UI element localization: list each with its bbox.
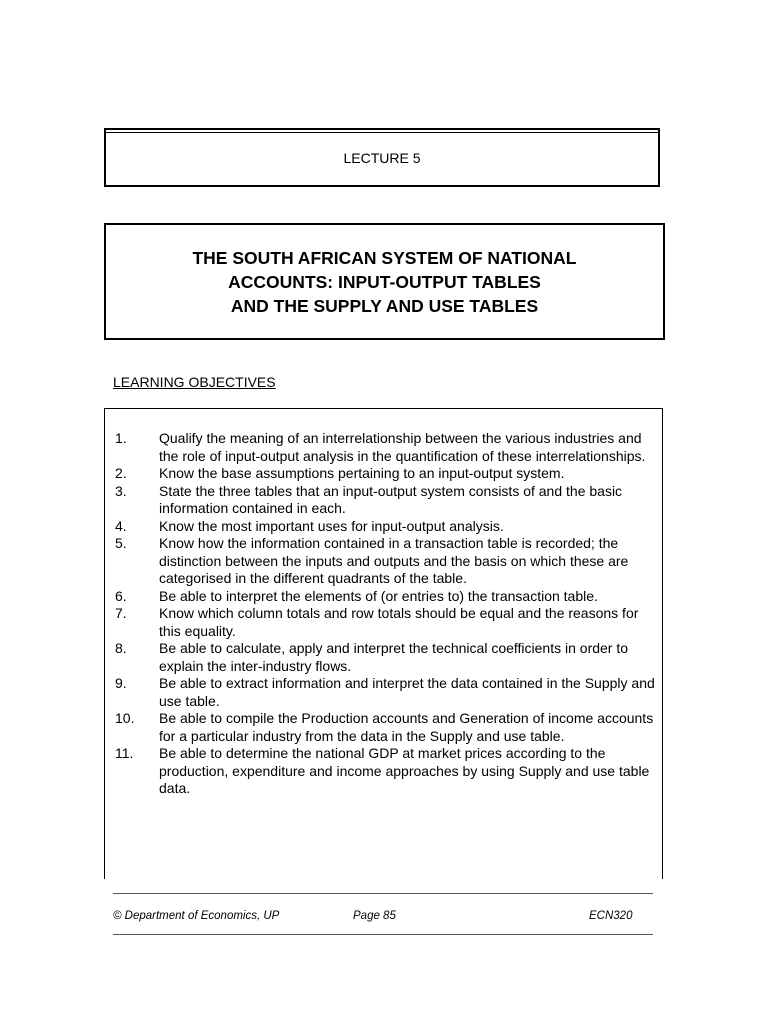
list-item: [115, 588, 655, 606]
list-item: [115, 518, 655, 536]
footer-top-rule: [113, 893, 653, 894]
item-number: 5.: [115, 535, 127, 551]
item-text: Be able to interpret the elements of (or entries to) the transaction table.: [159, 587, 598, 604]
title-line: AND THE SUPPLY AND USE TABLES: [230, 295, 539, 316]
item-text: Know the most important uses for input-output analysis.: [159, 517, 504, 534]
title-line: ACCOUNTS: INPUT-OUTPUT TABLES: [228, 271, 541, 292]
footer-course-code: ECN320: [589, 910, 633, 922]
item-text: State the three tables that an input-output system consists of and the basic information contained in each.: [159, 482, 623, 516]
list-item: [115, 465, 655, 483]
item-text: Be able to compile the Production accounts and Generation of income accounts for a particular industry from the data in the Supply and use table.: [159, 710, 654, 744]
item-text: Know the base assumptions pertaining to an input-output system.: [159, 465, 565, 481]
item-text: Be able to extract information and interpret the data contained in the Supply and use table.: [159, 675, 655, 709]
list-item: [115, 483, 655, 518]
item-text: Qualify the meaning of an interrelationship between the various industries and the role of input-output analysis in the quantification of these interrelationships.: [159, 430, 646, 464]
page-footer: [113, 910, 653, 926]
item-text: Be able to determine the national GDP at market prices according to the production, expenditure and income approaches by using Supply and use table data.: [159, 745, 650, 796]
item-text: Be able to calculate, apply and interpret the technical coefficients in order to explain the inter-industry flows.: [159, 640, 629, 674]
list-item: [115, 745, 655, 798]
learning-objectives-heading: LEARNING OBJECTIVES: [113, 374, 276, 390]
lecture-number: LECTURE 5: [343, 149, 421, 166]
list-item: [115, 605, 655, 640]
item-number: 2.: [115, 465, 127, 481]
item-number: 4.: [115, 517, 127, 534]
item-number: 7.: [115, 605, 127, 621]
title-box: [104, 223, 665, 340]
footer-bottom-rule: [113, 934, 653, 935]
footer-department: © Department of Economics, UP: [113, 910, 280, 922]
item-number: 10.: [115, 710, 135, 726]
list-item: [115, 710, 655, 745]
footer-page-number: Page 85: [353, 910, 396, 922]
list-item: [115, 640, 655, 675]
lecture-header-box: [104, 128, 660, 187]
title-line: THE SOUTH AFRICAN SYSTEM OF NATIONAL: [192, 247, 577, 268]
item-number: 11.: [115, 745, 134, 761]
item-number: 1.: [115, 430, 127, 446]
item-number: 8.: [115, 640, 127, 656]
list-item: [115, 430, 655, 465]
item-text: Know how the information contained in a transaction table is recorded; the distinction between the inputs and outputs and the basis on which these are categorised in the different quadrants of the table.: [159, 535, 629, 586]
list-item: [115, 675, 655, 710]
objectives-box: [104, 408, 663, 879]
item-number: 3.: [115, 482, 127, 499]
item-text: Know which column totals and row totals should be equal and the reasons for this equality.: [159, 605, 639, 639]
item-number: 6.: [115, 587, 127, 604]
list-item: [115, 535, 655, 588]
objectives-list: [115, 430, 655, 798]
item-number: 9.: [115, 675, 127, 691]
